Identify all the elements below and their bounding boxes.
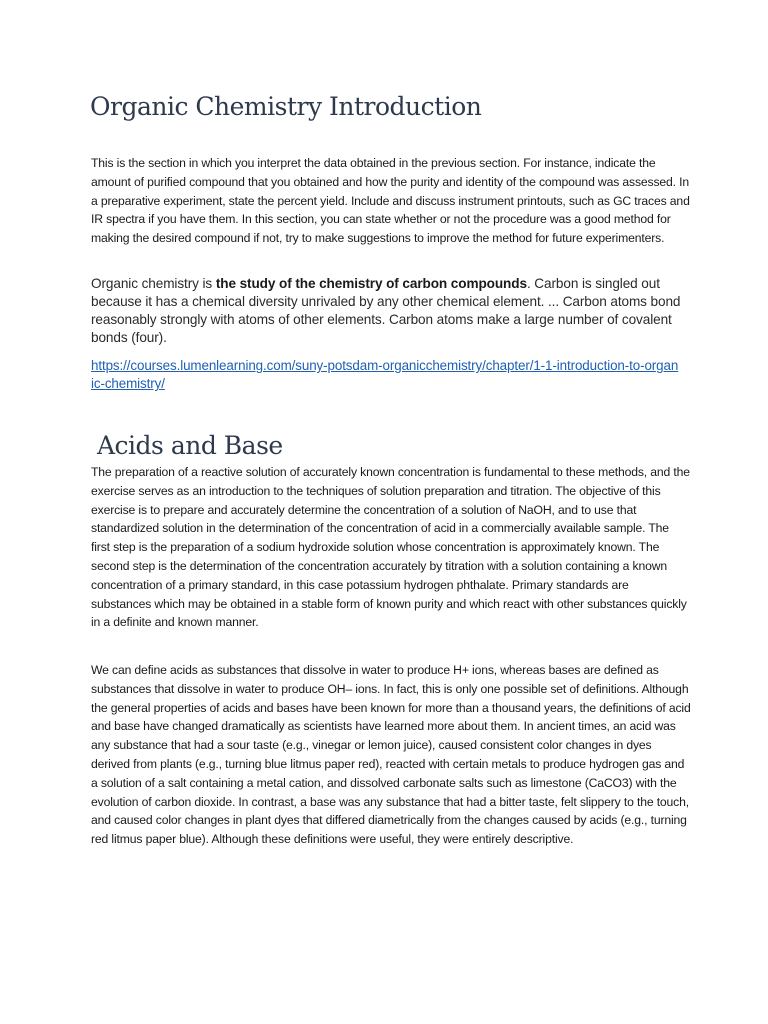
paragraph-interpret-data: This is the section in which you interpret the data obtained in the previous section. For instance, indicate the amount of purified compound that you obtained and how the purity and identity of the compound was assessed. In a preparative experiment, state the percent yield. Include and discuss instrument printouts, such as GC traces and IR spectra if you have them. In this section, you can state whether or not the procedure was a good method for making the desired compound if not, try to make suggestions to improve the method for future experimenters. <box>91 156 690 246</box>
definition-bold: the study of the chemistry of carbon compounds <box>215 276 527 291</box>
paragraph-organic-definition <box>91 275 681 347</box>
paragraph-solution-preparation: The preparation of a reactive solution of accurately known concentration is fundamental to these methods, and the exercise serves as an introduction to the techniques of solution preparation and titration. The objective of this exercise is to prepare and accurately determine the concentration of a solution of NaOH, and to use that standardized solution in the determination of the concentration of acid in a commercially available sample. The first step is the preparation of a sodium hydroxide solution whose concentration is approximately known. The second step is the determination of the concentration accurately by titration with a solution containing a known concentration of a primary standard, in this case potassium hydrogen phthalate. Primary standards are substances which may be obtained in a stable form of known purity and which react with other substances quickly in a definite and known manner. <box>91 465 690 630</box>
source-link[interactable]: https://courses.lumenlearning.com/suny-potsdam-organicchemistry/chapter/1-1-introduction-to-organic-chemistry/ <box>91 358 679 391</box>
paragraph-acid-base-definitions: We can define acids as substances that dissolve in water to produce H+ ions, whereas bases are defined as substances that dissolve in water to produce OH– ions. In fact, this is only one possible set of definitions. Although the general properties of acids and bases have been known for more than a thousand years, the definitions of acid and base have changed dramatically as scientists have learned more about them. In ancient times, an acid was any substance that had a sour taste (e.g., vinegar or lemon juice), caused consistent color changes in dyes derived from plants (e.g., turning blue litmus paper red), reacted with certain metals to produce hydrogen gas and a solution of a salt containing a metal cation, and dissolved carbonate salts such as limestone (CaCO3) with the evolution of carbon dioxide. In contrast, a base was any substance that had a bitter taste, felt slippery to the touch, and caused color changes in plant dyes that differed diametrically from the changes caused by acids (e.g., turning red litmus paper blue). Although these definitions were useful, they were entirely descriptive. <box>91 663 691 847</box>
definition-rest: . Carbon is singled out because it has a chemical diversity unrivaled by any other chemical element. ... Carbon atoms bond reasonably strongly with atoms of other elements. Carbon atoms make a large number of covalent bonds (four). <box>91 276 681 345</box>
section-title-acids-and-base: Acids and Base <box>97 431 283 460</box>
definition-prefix: Organic chemistry is <box>91 276 216 291</box>
section-title-organic-chemistry: Organic Chemistry Introduction <box>90 92 482 121</box>
